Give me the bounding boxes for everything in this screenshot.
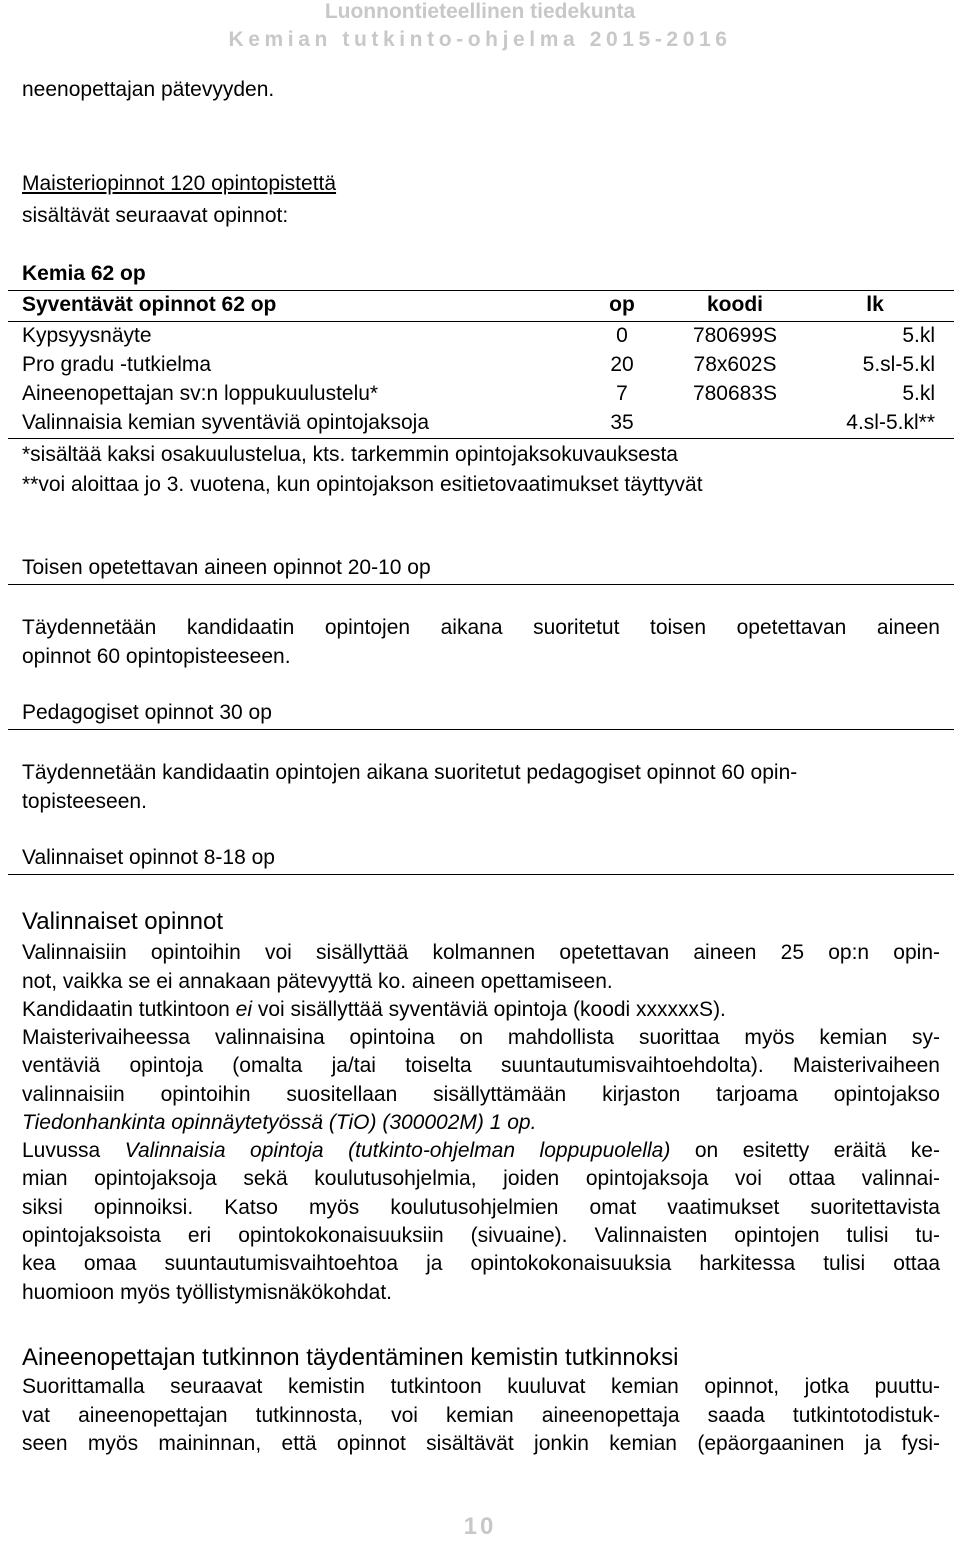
optional-text-line: huomioon myös työllistymisnäkökohdat. bbox=[22, 1281, 393, 1304]
page-number: 10 bbox=[463, 1513, 497, 1540]
emphasis-text: ei bbox=[235, 998, 253, 1021]
optional-text-line: ventäviä opintoja (omalta ja/tai toiselta suuntautumisvaihtoehdolta). Maisterivaiheen bbox=[22, 1054, 940, 1077]
optional-text-line: siksi opinnoiksi. Katso myös koulutusohjelmien omat vaatimukset suoritettavista bbox=[22, 1196, 940, 1219]
optional-text-line: kea omaa suuntautumisvaihtoehtoa ja opintokokonaisuuksia harkitessa tulisi ottaa bbox=[22, 1252, 940, 1275]
completion-text-line: vat aineenopettajan tutkinnosta, voi kemian aineenopettaja saada tutkintotodistuk- bbox=[22, 1404, 940, 1427]
pedagogic-text-line: Täydennetään kandidaatin opintojen aikana suoritetut pedagogiset opinnot 60 opin- bbox=[22, 761, 798, 784]
optional-text-line bbox=[22, 1139, 940, 1168]
row-op: 35 bbox=[610, 411, 634, 434]
pedagogic-title: Pedagogiset opinnot 30 op bbox=[22, 701, 272, 724]
row-lk: 5.kl bbox=[902, 382, 935, 405]
section-rule bbox=[8, 729, 954, 730]
row-code: 78x602S bbox=[693, 353, 777, 376]
col-code-header: koodi bbox=[707, 293, 763, 316]
masters-subtitle: sisältävät seuraavat opinnot: bbox=[22, 204, 289, 227]
completion-text-line: seen myös maininnan, että opinnot sisältävät jonkin kemian (epäorgaaninen ja fysi- bbox=[22, 1432, 940, 1455]
table-row bbox=[0, 353, 960, 379]
row-code: 780683S bbox=[692, 382, 778, 405]
text-run: voi sisällyttää syventäviä opintoja (koodi xxxxxxS). bbox=[252, 998, 726, 1021]
text-run: Luvussa bbox=[22, 1139, 125, 1162]
optional-text-line: Maisterivaiheessa valinnaisina opintoina on mahdollista suorittaa myös kemian sy- bbox=[22, 1026, 940, 1049]
row-op: 20 bbox=[610, 353, 634, 376]
row-lk: 5.sl-5.kl bbox=[862, 353, 935, 376]
row-lk: 4.sl-5.kl** bbox=[846, 411, 935, 434]
table-row bbox=[0, 411, 960, 437]
col-op-header: op bbox=[609, 293, 635, 316]
chem-title: Kemia 62 op bbox=[22, 262, 146, 285]
table-rule-top bbox=[8, 290, 954, 291]
row-op: 7 bbox=[616, 382, 628, 405]
table-rule-header bbox=[8, 321, 954, 322]
optional-title: Valinnaiset opinnot bbox=[22, 908, 224, 935]
completion-title: Aineenopettajan tutkinnon täydentäminen kemistin tutkinnoksi bbox=[22, 1344, 679, 1371]
second-subject-text-line: Täydennetään kandidaatin opintojen aikana suoritetut toisen opetettavan aineen bbox=[22, 616, 940, 639]
chapter-ref-italic: Valinnaisia opintoja (tutkinto-ohjelman loppupuolella) bbox=[124, 1139, 671, 1162]
optional-text-line bbox=[22, 1111, 940, 1140]
table-row bbox=[0, 382, 960, 408]
table-footnote-1: *sisältää kaksi osakuulustelua, kts. tarkemmin opintojaksokuvauksesta bbox=[22, 443, 678, 466]
faculty-header: Luonnontieteellinen tiedekunta bbox=[324, 0, 636, 23]
table-footnote-2: **voi aloittaa jo 3. vuotena, kun opintojakson esitietovaatimukset täyttyvät bbox=[22, 473, 703, 496]
row-op: 0 bbox=[616, 324, 628, 347]
row-name: Valinnaisia kemian syventäviä opintojaksoja bbox=[22, 411, 430, 434]
row-name: Aineenopettajan sv:n loppukuulustelu* bbox=[22, 382, 379, 405]
second-subject-text-line: opinnot 60 opintopisteeseen. bbox=[22, 645, 291, 668]
pedagogic-text-line: topisteeseen. bbox=[22, 790, 147, 813]
text-run: Kandidaatin tutkintoon bbox=[22, 998, 236, 1021]
optional-text-line: not, vaikka se ei annakaan pätevyyttä ko. aineen opettamiseen. bbox=[22, 970, 613, 993]
section-rule bbox=[8, 874, 954, 875]
optional-range-title: Valinnaiset opinnot 8-18 op bbox=[22, 846, 275, 869]
text-run: on esitetty eräitä ke- bbox=[670, 1139, 940, 1162]
second-subject-title: Toisen opetettavan aineen opinnot 20-10 op bbox=[22, 556, 431, 579]
col-name-header: Syventävät opinnot 62 op bbox=[22, 293, 277, 316]
row-code: 780699S bbox=[692, 324, 778, 347]
row-lk: 5.kl bbox=[902, 324, 935, 347]
optional-text-line bbox=[22, 998, 940, 1027]
programme-header: Kemian tutkinto-ohjelma 2015-2016 bbox=[228, 28, 732, 51]
optional-text-line: valinnaisiin opintoihin suositellaan sisällyttämään kirjaston tarjoama opintojakso bbox=[22, 1083, 940, 1106]
course-name-italic: Tiedonhankinta opinnäytetyössä (TiO) (300002M) 1 op. bbox=[22, 1111, 537, 1134]
table-rule-bottom bbox=[8, 438, 954, 439]
table-header-row bbox=[0, 293, 960, 319]
row-name: Pro gradu -tutkielma bbox=[22, 353, 212, 376]
masters-title: Maisteriopinnot 120 opintopistettä bbox=[22, 172, 337, 195]
table-row bbox=[0, 324, 960, 350]
optional-text-line: mian opintojaksoja sekä koulutusohjelmia, joiden opintojaksoja voi ottaa valinnai- bbox=[22, 1167, 940, 1190]
col-lk-header: lk bbox=[866, 293, 884, 316]
optional-text-line: Valinnaisiin opintoihin voi sisällyttää kolmannen opetettavan aineen 25 op:n opin- bbox=[22, 941, 940, 964]
completion-text-line: Suorittamalla seuraavat kemistin tutkintoon kuuluvat kemian opinnot, jotka puuttu- bbox=[22, 1375, 940, 1398]
section-rule bbox=[8, 584, 954, 585]
row-name: Kypsyysnäyte bbox=[22, 324, 152, 347]
optional-text-line: opintojaksoista eri opintokokonaisuuksiin (sivuaine). Valinnaisten opintojen tulisi tu- bbox=[22, 1224, 940, 1247]
intro-tail-text: neenopettajan pätevyyden. bbox=[22, 78, 275, 101]
